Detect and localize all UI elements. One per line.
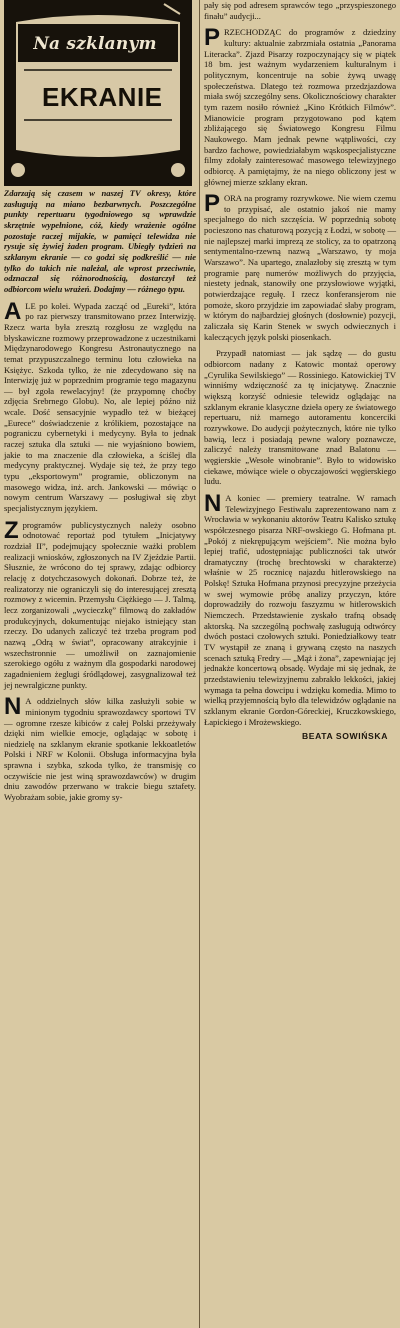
paragraph-text: programów publicystycznych należy osobno odnotować reportaż pod tytułem „Inicjatywy rozdział II”, podejmujący społecznie ważki problem realizacji wniosków, zgłoszonych na IV Zjeździe Partii. Słusznie, że wrócono do tej sprawy, zdając odbiorcy relację z dotychczasowych dokonań. Dobrze też, że realizatorzy nie ograniczyli się do interesującej zresztą rozmowy z wicemin. Przemysłu Ciężkiego — J. Talmą, lecz zorganizowali „wycieczkę” filmową do zakładów produkcyjnych, dokumentując niejako istniejący stan rzeczy. Do udanych zaliczyć też trzeba program pod nazwą „Odrą w świat”, opracowany atrakcyjnie i wszechstronnie — umożliwił on zaznajomienie szerokiego ogółu z ważnym dla gospodarki narodowej zagadnieniem żeglugi śródlądowej, zasygnalizował też jej newralgiczne punkty. <box>4 519 196 690</box>
paragraph-text: A oddzielnych słów kilka zasłużyli sobie w minionym tygodniu sprawozdawcy sportowi TV — ogromne rzesze kibiców z całej Polski przeżywały dzięki nim wielkie emocje, oglądając w sobotę i niedzielę na szklanym ekranie spotkanie lekkoatletów Polski i NRF w Kolonii. Obsługa informacyjna była sprawna i szybka, szkoda tylko, że transmisję co oczywiście nie jest winą sprawozdawców) w drugim dniu zawodów przerwano w trakcie biegu sztafety. Wyobrażam sobie, jakie gromy sy- <box>4 696 196 803</box>
header-main-title: EKRANIE <box>42 82 163 112</box>
paragraph <box>4 297 196 514</box>
paragraph-text: Zdarzają się czasem w naszej TV okresy, które zasługują na miano bezbarwnych. Poszczególne punkty repertuaru tygodniowego są wprawdzie skrzętnie wypełnione, cóż, kiedy wrażenie ogólne pozostaje raczej mijakie, w pamięci telewidza nie rysuje się żywiej żaden program. Ubiegły tydzień na szklanym ekranie — co godzi się podkreślić — nie tylko do takich nie należał, ale wprost przeciwnie, odznaczał się różnorodnością, dostarczył też odbiorcom wielu wrażeń. Dodajmy — różnego typu. <box>4 188 196 294</box>
header-script-title: Na szklanym <box>33 34 157 54</box>
drop-cap: P <box>204 190 220 218</box>
paragraph <box>204 489 396 727</box>
author-signature: BEATA SOWIŃSKA <box>301 731 388 742</box>
paragraph <box>4 188 196 295</box>
paragraph <box>204 190 396 342</box>
paragraph-text: A koniec — premiery teatralne. W ramach Telewizyjnego Festiwalu zaprezentowano nam z Wrocławia w wykonaniu aktorów Teatru Kalisko sztukę współczesnego pisarza NRF-owskiego G. Hofmana pt. „Pokój z niekrępującym wejściem”. Nie można było lepiej trafić, udostępniając publiczności tak utwór dramatyczny (trochę brechtowski w charakterze) właśnie w 25 rocznicę najazdu hitlerowskiego na Polskę! Sztuka Hofmana przynosi precyzyjne przeżycia w swej wymowie próbę analizy przyczyn, które doprowadziły do rozwoju faszyzmu w hitlerowskich Niemczech. Przedstawienie zyskało trafną obsadę aktorską. Na szczególną pochwałę zasługują odtwórcy dwóch postaci czołowych sztuki. Poniedziałkowy teatr TV wystąpił ze znaną i grywaną często na naszych scenach sztuką Fredry — „Mąż i żona”, zapewniając jej jednakże koncertową obsadę. Wydaje mi się jednak, że przedstawieniu telewizyjnemu zabrakło lekkości, jakiej wymaga ta pełna dowcipu i wdzięku komedia. Mimo to wielką przyjemnością było dla telewidzów oglądanie na szklanym ekranie Gordon-Góreckiej, Kruczkowskiego, Łapickiego i Mrożewskiego. <box>204 492 396 727</box>
paragraph-text: ORA na programy rozrywkowe. Nie wiem czemu to przypisać, ale ostatnio jakoś nie mamy specjalnego do nich szczęścia. W poprzednią sobotę pocieszono nas chaturową pozycją z Łodzi, w sobotę — nie najlepszej marki imprezą ze stolicy, za to opatrzoną sentymentalno-rzewną nazwą „Warszawo, ty moja Warszawo”. Na upartego, znalazłoby się zresztą w tym programie parę numerów możliwych do przyjęcia, niestety jednak, stanowiły one przysłowiowe wyjątki, potwierdzające regułę. I rzecz konferansjerom nie pomoże, skoro przyjdzie im zapowiadać słaby program, w którym do najbardziej głośnych (dosłownie) pozycji, zaliczała się Karin Stenek w swych odwiecznych i kaleczących język polski piosenkach. <box>204 193 396 342</box>
paragraph-text: RZECHODZĄC do programów z dziedziny kultury: aktualnie zabrzmiała ostatnia „Panorama Literacka”. Zjazd Pisarzy rozpoczynający się w piątek 18 bm. jest ważnym wydarzeniem kulturalnym i politycznym, koncentruje na sobie żywą uwagę społeczeństwa. Dlatego też rozmowa przedzjazdowa miała swój szczególny sens. Okolicznościowy charakter tym razem nosiło również „Kino Krótkich Filmów”. Mianowicie program przygotowano pod kątem zbliżającego się Światowego Kongresu Filmu Naukowego. Mam jednak pewne wątpliwości, czy bardzo fachowe, powiedziałabym wąskospecjalistyczne filmy zdołały zainteresować masowego telewizyjnego odbiorcę. A pamiętajmy, że na niego obliczony jest w głównej mierze szklany ekran. <box>204 27 396 187</box>
paragraph <box>204 24 396 187</box>
paragraph-text: LE po kolei. Wypada zacząć od „Eureki”, która po raz pierwszy transmitowano przez Interwizję. Rzecz warta była zresztą rozgłosu ze względu na błyskawiczne rozmowy przeprowadzone z uczestnikami Międzynarodowego Kongresu Astronautycznego na temat przypuszczalnego terminu lotu człowieka na Księżyc. Szkoda tylko, że nie zdecydowano się na Interwizję już w poprzednim programie tego magazynu — był zgoła rewelacyjny! (że przypomnę choćby zdjęcia Srebrnego Globu). No, ale lepiej późno niż wcale. Dość sensacyjnie wypadło też w bieżącej „Eurece” doświadczenie z królikiem, pozostające na pograniczu cybernetyki i medycyny. Była to jednak raczej sztuka dla sztuki — nie wyjaśniono bowiem, jakie to ma znaczenie dla człowieka, a ściślej dla medycyny praktycznej. Wydaje się też, że przy tego typu „eksportowym” programie, obliczonym na masowego widza, inż. arch. Jankowski — mówiąc o nowym centrum Warszawy — posługiwał się zbyt specjalistycznym językiem. <box>4 300 196 514</box>
left-column <box>4 0 196 803</box>
drop-cap: Z <box>4 516 19 544</box>
drop-cap: N <box>4 693 22 721</box>
left-article-body <box>4 188 196 803</box>
paragraph-text: Przypadł natomiast — jak sądzę — do gustu odbiorcom nadany z Katowic montaż operowy „Cyrulika Sewilskiego” — Rossiniego. Katowickiej TV winniśmy wdzięczność za tę inicjatywę. Znacznie większą korzyść odniesie telewidz oglądając na szklanym ekranie klasyczne dzieła opery ze światowego repertuaru, niż marnego autoramentu koncerciki rozrywkowe. Do audycji pożytecznych, które nie tylko bawią, lecz i posiadają pewne walory poznawcze, zaliczyć należy transmitowane znad Balatonu — węgierskie „Wesołe winobranie”. Było to widowisko ciekawe, mówiące wiele o obyczajowości węgierskiego ludu. <box>204 348 396 487</box>
right-article-body <box>204 0 396 727</box>
drop-cap: P <box>204 24 220 52</box>
paragraph <box>4 516 196 691</box>
drop-cap: A <box>4 297 22 325</box>
paragraph <box>4 693 196 803</box>
paragraph <box>204 0 396 21</box>
drop-cap: N <box>204 489 222 517</box>
paragraph-text: pały się pod adresem sprawców tego „przyspieszonego finału” audycji... <box>204 0 396 21</box>
paragraph <box>204 348 396 487</box>
right-column <box>204 0 396 741</box>
column-rule <box>199 0 200 1328</box>
tv-header-graphic <box>4 0 192 186</box>
